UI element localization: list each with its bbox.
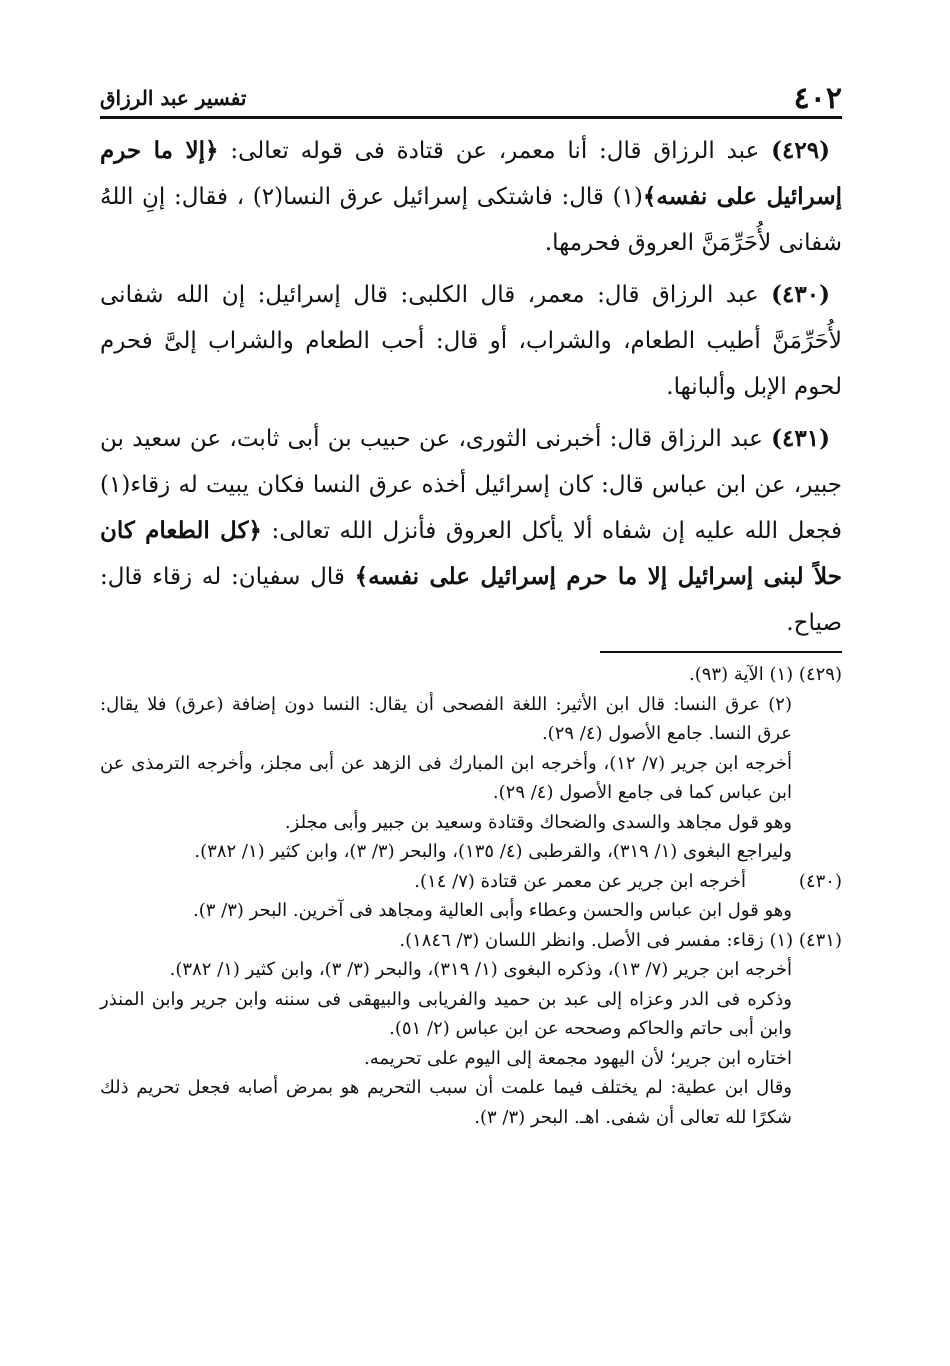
entry-430: [100, 272, 842, 410]
entry-text: عبد الرزاق قال: أنا معمر، عن قتادة فى قوله تعالى:: [218, 138, 760, 164]
page-number: ٤٠٢: [793, 80, 842, 116]
entry-text: (١) قال: فاشتكى إسرائيل عرق النسا(٢) ، فقال: إنِ اللهُ شفانى لأُحَرِّمَنَّ العروق فحرمها.: [100, 184, 842, 256]
footnote: أخرجه ابن جرير (٧/ ١٣)، وذكره البغوى (١/ ٣١٩)، والبحر (٣/ ٣)، وابن كثير (١/ ٣٨٢).: [169, 959, 792, 980]
footnote: (٤٢٩) (١) الآية (٩٣).: [688, 664, 842, 685]
entry-number: (٤٢٩): [771, 137, 830, 164]
footnote: (٤٣١) (١) زقاء: مفسر فى الأصل. وانظر اللسان (٣/ ١٨٤٦).: [399, 929, 842, 951]
entry-number: (٤٣٠): [771, 281, 830, 308]
running-title: تفسير عبد الرزاق: [100, 86, 247, 110]
quran-verse: ﴿كل الطعام كان حلاً لبنى إسرائيل إلا ما حرم إسرائيل على نفسه﴾: [100, 517, 842, 590]
footnote: وقال ابن عطية: لم يختلف فيما علمت أن سبب التحريم هو بمرض أصابه فجعل تحريم ذلك شكرًا لله تعالى أن شفى. اهـ. البحر (٣/ ٣).: [100, 1077, 792, 1128]
footnote: وهو قول ابن عباس والحسن وعطاء وأبى العالية ومجاهد فى آخرين. البحر (٣/ ٣).: [193, 900, 792, 921]
footnote: (٢) عرق النسا: قال ابن الأثير: اللغة الفصحى أن يقال: النسا دون إضافة (عرق) فلا يقال: عرق النسا. جامع الأصول (٤/ ٢٩).: [100, 693, 792, 744]
page-header: [100, 80, 842, 119]
main-text: [100, 128, 842, 652]
entry-text: عبد الرزاق قال: معمر، قال الكلبى: قال إسرائيل: إن الله شفانى لأُحَرِّمَنَّ أطيب الطعام، والشراب، أو قال: أحب الطعام والشراب إلىَّ فحرم لحوم الإبل وألبانها.: [100, 282, 842, 400]
footnote: وهو قول مجاهد والسدى والضحاك وقتادة وسعيد بن جبير وأبى مجلز.: [284, 811, 792, 833]
footnote-label: (٤٣٠): [798, 870, 842, 892]
footnote-row: [100, 867, 842, 897]
entry-431: [100, 416, 842, 646]
footnotes: [100, 660, 842, 1132]
entry-number: (٤٣١): [771, 425, 830, 452]
footnote: أخرجه ابن جرير (٧/ ١٢)، وأخرجه ابن المبارك فى الزهد عن أبى مجلز، وأخرجه الترمذى عن ابن عباس كما فى جامع الأصول (٤/ ٢٩).: [100, 752, 792, 803]
quran-verse: ﴿إلا ما حرم إسرائيل على نفسه﴾: [100, 137, 842, 210]
footnote-separator: [600, 651, 842, 653]
entry-text: عبد الرزاق قال: أخبرنى الثورى، عن حبيب بن أبى ثابت، عن سعيد بن جبير، عن ابن عباس قال: كان إسرائيل أخذه عرق النسا فكان يبيت له زقاء(١) فجعل الله عليه إن شفاه ألا يأكل العروق فأنزل الله تعالى:: [100, 426, 842, 544]
footnote: اختاره ابن جرير؛ لأن اليهود مجمعة إلى اليوم على تحريمه.: [363, 1047, 792, 1069]
footnote: أخرجه ابن جرير عن معمر عن قتادة (٧/ ١٤).: [414, 870, 746, 892]
entry-429: [100, 128, 842, 266]
footnote: وليراجع البغوى (١/ ٣١٩)، والقرطبى (٤/ ١٣٥)، والبحر (٣/ ٣)، وابن كثير (١/ ٣٨٢).: [194, 841, 792, 862]
footnote: وذكره فى الدر وعزاه إلى عبد بن حميد والفريابى والبيهقى فى سننه وابن جرير وابن المنذر وابن أبى حاتم والحاكم وصححه عن ابن عباس (٢/ ٥١).: [100, 988, 792, 1039]
entry-text: قال سفيان: له زقاء قال: صياح.: [100, 564, 842, 636]
